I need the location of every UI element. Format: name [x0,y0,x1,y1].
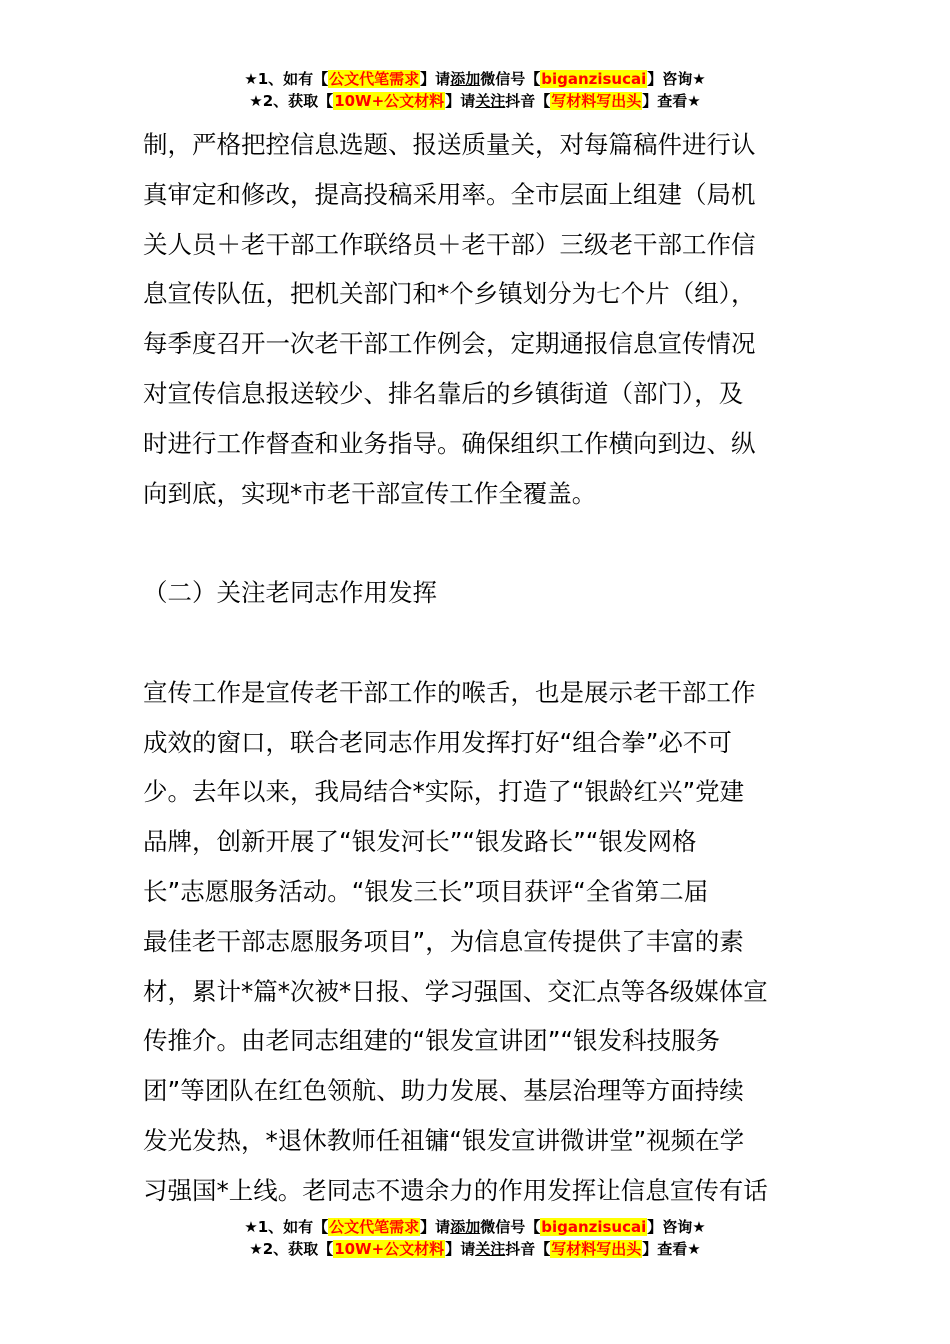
highlight-service: 公文代笔需求 [329,70,420,88]
highlight-wechat-id: biganzisucai [541,1218,647,1236]
document-body [143,120,808,1216]
highlight-materials: 10W+公文材料 [334,1240,445,1258]
paragraph-gap [143,518,808,568]
highlight-service: 公文代笔需求 [329,1218,420,1236]
text-line: 每季度召开一次老干部工作例会，定期通报信息宣传情况 [143,329,756,359]
text-line: 最佳老干部志愿服务项目”，为信息宣传提供了丰富的素 [143,926,744,956]
text-line: 团”等团队在红色领航、助力发展、基层治理等方面持续 [143,1076,744,1106]
text-line: 对宣传信息报送较少、排名靠后的乡镇街道（部门），及 [143,378,744,408]
highlight-douyin: 写材料写出头 [551,1240,642,1258]
text-line: 关人员＋老干部工作联络员＋老干部）三级老干部工作信 [143,229,756,259]
text-line: 长”志愿服务活动。“银发三长”项目获评“全省第二届 [143,876,709,906]
footer-banner [0,1216,950,1260]
highlight-materials: 10W+公文材料 [334,92,445,110]
banner-line-1: ★1、如有【公文代笔需求】请添加微信号【biganzisucai】咨询★ [244,70,706,88]
text-line: 成效的窗口，联合老同志作用发挥打好“组合拳”必不可 [143,727,732,757]
text-line: 息宣传队伍，把机关部门和*个乡镇划分为七个片（组）， [143,279,756,309]
text-line: 发光发热，*退休教师任祖镛“银发宣讲微讲堂”视频在学 [143,1125,745,1155]
section-heading: （二）关注老同志作用发挥 [143,578,437,608]
text-line: 制，严格把控信息选题、报送质量关，对每篇稿件进行认 [143,130,756,159]
text-line: 习强国*上线。老同志不遗余力的作用发挥让信息宣传有话 [143,1175,768,1205]
text-line: 材，累计*篇*次被*日报、学习强国、交汇点等各级媒体宣 [143,976,768,1006]
text-line: 少。去年以来，我局结合*实际，打造了“银龄红兴”党建 [143,777,745,807]
banner-line-1: ★1、如有【公文代笔需求】请添加微信号【biganzisucai】咨询★ [244,1218,706,1236]
paragraph-1 [143,120,808,518]
text-line: 时进行工作督查和业务指导。确保组织工作横向到边、纵 [143,428,756,458]
text-line: 传推介。由老同志组建的“银发宣讲团”“银发科技服务 [143,1026,721,1056]
paragraph-2 [143,668,808,1216]
text-line: 向到底，实现*市老干部宣传工作全覆盖。 [143,478,597,508]
text-line: 真审定和修改，提高投稿采用率。全市层面上组建（局机 [143,179,756,209]
banner-line-2: ★2、获取【10W+公文材料】请关注抖音【写材料写出头】查看★ [249,92,701,110]
paragraph-gap [143,618,808,668]
banner-line-2: ★2、获取【10W+公文材料】请关注抖音【写材料写出头】查看★ [249,1240,701,1258]
header-banner [0,68,950,112]
highlight-wechat-id: biganzisucai [541,70,647,88]
highlight-douyin: 写材料写出头 [551,92,642,110]
text-line: 宣传工作是宣传老干部工作的喉舌，也是展示老干部工作 [143,677,756,707]
text-line: 品牌，创新开展了“银发河长”“银发路长”“银发网格 [143,827,697,857]
